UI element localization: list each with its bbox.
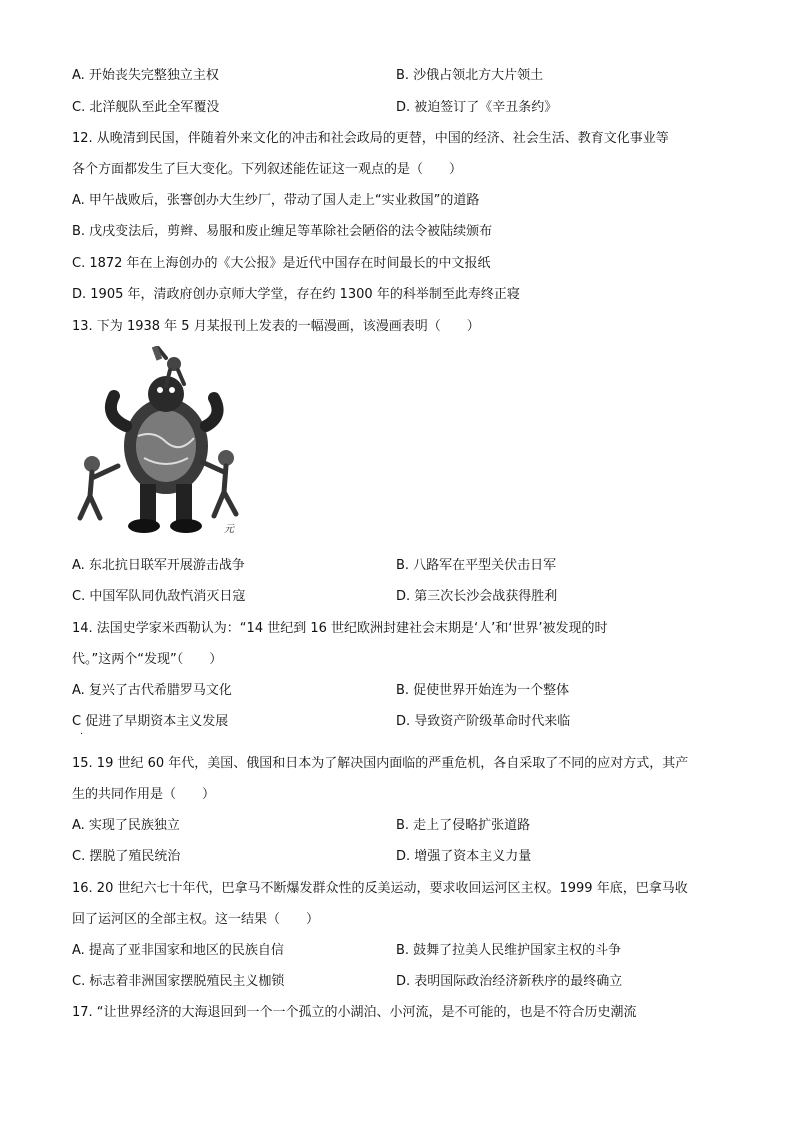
q14-option-a: A. 复兴了古代希腊罗马文化 (72, 683, 232, 698)
cartoon-giant-leg-left (140, 484, 156, 524)
q11-option-c: C. 北洋舰队至此全军覆没 (72, 100, 220, 115)
q17-stem-line1: 17. “让世界经济的大海退回到一个一个孤立的小湖泊、小河流，是不可能的，也是不符合历史潮流 (72, 1005, 637, 1020)
q14-stem-line1: 14. 法国史学家米西勒认为：“14 世纪到 16 世纪欧洲封建社会末期是‘人’和‘世界’被发现的时 (72, 621, 608, 636)
q11-option-d: D. 被迫签订了《辛丑条约》 (396, 100, 558, 115)
q14-option-d: D. 导致资产阶级革命时代来临 (396, 714, 571, 729)
q14-option-b: B. 促使世界开始连为一个整体 (396, 683, 570, 698)
q13-option-d: D. 第三次长沙会战获得胜利 (396, 589, 558, 604)
cartoon-giant-belly (136, 410, 196, 482)
q15-option-b: B. 走上了侵略扩张道路 (396, 818, 531, 833)
stray-dot: · (80, 729, 84, 740)
q12-option-c: C. 1872 年在上海创办的《大公报》是近代中国存在时间最长的中文报纸 (72, 256, 491, 271)
cartoon-image (74, 346, 244, 538)
q11-option-a: A. 开始丧失完整独立主权 (72, 68, 219, 83)
cartoon-giant-leg-right (176, 484, 192, 524)
q13-option-c: C. 中国军队同仇敌忾消灭日寇 (72, 589, 246, 604)
q16-option-a: A. 提高了亚非国家和地区的民族自信 (72, 943, 284, 958)
q15-stem-line1: 15. 19 世纪 60 年代，美国、俄国和日本为了解决国内面临的严重危机，各自采取了不同的应对方式，其产 (72, 756, 689, 771)
q16-option-d: D. 表明国际政治经济新秩序的最终确立 (396, 974, 623, 989)
q16-stem-line2: 回了运河区的全部主权。这一结果（ ） (72, 912, 320, 927)
q16-option-c: C. 标志着非洲国家摆脱殖民主义枷锁 (72, 974, 285, 989)
q15-stem-line2: 生的共同作用是（ ） (72, 787, 216, 802)
q13-stem: 13. 下为 1938 年 5 月某报刊上发表的一幅漫画，该漫画表明（ ） (72, 319, 480, 334)
q16-option-b: B. 鼓舞了拉美人民维护国家主权的斗争 (396, 943, 622, 958)
q12-option-b: B. 戊戌变法后，剪辫、易服和废止缠足等革除社会陋俗的法令被陆续颁布 (72, 224, 493, 239)
q12-option-d: D. 1905 年，清政府创办京师大学堂，存在约 1300 年的科举制至此寿终正寝 (72, 287, 520, 302)
q15-option-d: D. 增强了资本主义力量 (396, 849, 532, 864)
q12-stem-line1: 12. 从晚清到民国，伴随着外来文化的冲击和社会政局的更替，中国的经济、社会生活、教育文化事业等 (72, 131, 669, 146)
q15-option-c: C. 摆脱了殖民统治 (72, 849, 181, 864)
q14-option-c: C 促进了早期资本主义发展 (72, 714, 229, 729)
q12-option-a: A. 甲午战败后，张謇创办大生纱厂，带动了国人走上“实业救国”的道路 (72, 193, 480, 208)
q11-option-b: B. 沙俄占领北方大片领土 (396, 68, 544, 83)
q14-stem-line2: 代。”这两个“发现”（ ） (72, 652, 223, 667)
q13-option-a: A. 东北抗日联军开展游击战争 (72, 558, 245, 573)
q13-option-b: B. 八路军在平型关伏击日军 (396, 558, 557, 573)
cartoon-signature: 元 (224, 524, 234, 535)
q12-stem-line2: 各个方面都发生了巨大变化。下列叙述能佐证这一观点的是（ ） (72, 162, 463, 177)
q15-option-a: A. 实现了民族独立 (72, 818, 180, 833)
q16-stem-line1: 16. 20 世纪六七十年代，巴拿马不断爆发群众性的反美运动，要求收回运河区主权。1999 年底，巴拿马收 (72, 881, 688, 896)
